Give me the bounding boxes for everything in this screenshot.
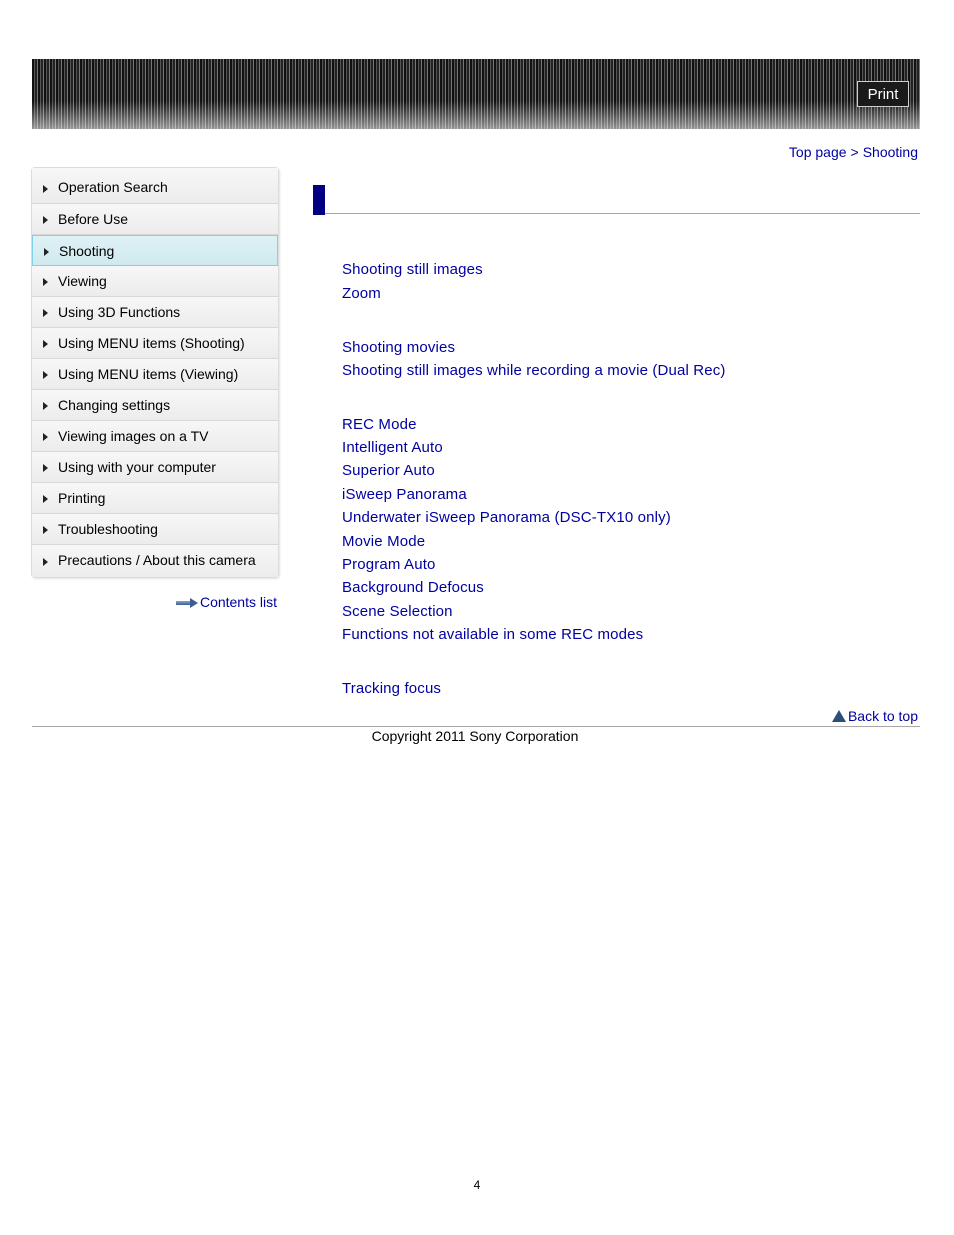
- link-background-defocus[interactable]: Background Defocus: [342, 579, 484, 596]
- arrow-right-icon: [176, 598, 198, 608]
- footer-divider: [32, 726, 920, 727]
- link-tracking-focus[interactable]: Tracking focus: [342, 680, 442, 697]
- sidebar-item-changing-settings[interactable]: [32, 390, 278, 421]
- page-number: 4: [473, 1178, 481, 1192]
- triangle-right-icon: [43, 309, 48, 317]
- copyright-text: Copyright 2011 Sony Corporation: [371, 728, 579, 744]
- breadcrumb: [789, 144, 918, 160]
- triangle-right-icon: [43, 464, 48, 472]
- heading-accent-bar: [313, 185, 325, 215]
- triangle-right-icon: [43, 558, 48, 566]
- link-rec-mode[interactable]: REC Mode: [342, 416, 417, 433]
- triangle-right-icon: [43, 278, 48, 286]
- sidebar-item-label: Using 3D Functions: [58, 304, 181, 320]
- sidebar-item-precautions[interactable]: [32, 545, 278, 577]
- link-functions-not-available[interactable]: Functions not available in some REC modes: [342, 626, 644, 643]
- sidebar-item-label: Using MENU items (Shooting): [58, 335, 245, 351]
- breadcrumb-shooting[interactable]: Shooting: [862, 144, 918, 160]
- sidebar-item-printing[interactable]: [32, 483, 278, 514]
- triangle-right-icon: [43, 495, 48, 503]
- sidebar-item-computer[interactable]: [32, 452, 278, 483]
- sidebar-item-label: Operation Search: [58, 179, 168, 195]
- sidebar-item-label: Changing settings: [58, 397, 171, 413]
- triangle-right-icon: [43, 340, 48, 348]
- triangle-right-icon: [43, 433, 48, 441]
- sidebar-item-viewing[interactable]: [32, 266, 278, 297]
- contents-list-label: Contents list: [199, 594, 277, 610]
- link-movie-mode[interactable]: Movie Mode: [342, 533, 426, 550]
- sidebar-item-troubleshooting[interactable]: [32, 514, 278, 545]
- back-to-top-link[interactable]: [832, 708, 918, 724]
- sidebar-item-label: Precautions / About this camera: [58, 552, 256, 568]
- sidebar-item-label: Before Use: [58, 211, 129, 227]
- heading-divider: [325, 213, 920, 214]
- back-to-top-label: Back to top: [847, 708, 918, 724]
- sidebar-item-label: Printing: [58, 490, 106, 506]
- link-superior-auto[interactable]: Superior Auto: [342, 462, 435, 479]
- sidebar-item-viewing-tv[interactable]: [32, 421, 278, 452]
- sidebar-item-label: Viewing images on a TV: [58, 428, 209, 444]
- header-banner: [32, 59, 920, 129]
- link-intelligent-auto[interactable]: Intelligent Auto: [342, 439, 443, 456]
- sidebar-item-label: Troubleshooting: [58, 521, 158, 537]
- sidebar-item-menu-viewing[interactable]: [32, 359, 278, 390]
- link-shooting-still-images[interactable]: Shooting still images: [342, 261, 483, 278]
- link-zoom[interactable]: Zoom: [342, 285, 381, 302]
- link-shooting-movies[interactable]: Shooting movies: [342, 339, 456, 356]
- sidebar-item-label: Shooting: [59, 243, 115, 259]
- sidebar-item-3d-functions[interactable]: [32, 297, 278, 328]
- link-scene-selection[interactable]: Scene Selection: [342, 603, 453, 620]
- sidebar-item-label: Using MENU items (Viewing): [58, 366, 239, 382]
- triangle-right-icon: [44, 248, 49, 256]
- sidebar-item-operation-search[interactable]: [32, 168, 278, 204]
- arrow-up-icon: [832, 710, 846, 722]
- triangle-right-icon: [43, 526, 48, 534]
- sidebar-item-label: Using with your computer: [58, 459, 216, 475]
- sidebar-item-shooting[interactable]: [32, 235, 278, 266]
- contents-list-link[interactable]: [176, 594, 277, 610]
- sidebar-item-before-use[interactable]: [32, 204, 278, 235]
- triangle-right-icon: [43, 185, 48, 193]
- triangle-right-icon: [43, 402, 48, 410]
- link-program-auto[interactable]: Program Auto: [342, 556, 436, 573]
- link-dual-rec[interactable]: Shooting still images while recording a movie (Dual Rec): [342, 362, 726, 379]
- sidebar-nav: [31, 167, 279, 578]
- breadcrumb-top-page[interactable]: Top page: [788, 144, 847, 160]
- sidebar-item-label: Viewing: [58, 273, 107, 289]
- link-isweep-panorama[interactable]: iSweep Panorama: [342, 486, 467, 503]
- triangle-right-icon: [43, 216, 48, 224]
- sidebar-item-menu-shooting[interactable]: [32, 328, 278, 359]
- link-underwater-isweep[interactable]: Underwater iSweep Panorama (DSC-TX10 only): [342, 509, 671, 526]
- print-button[interactable]: Print: [857, 81, 909, 107]
- breadcrumb-separator: >: [850, 144, 859, 160]
- triangle-right-icon: [43, 371, 48, 379]
